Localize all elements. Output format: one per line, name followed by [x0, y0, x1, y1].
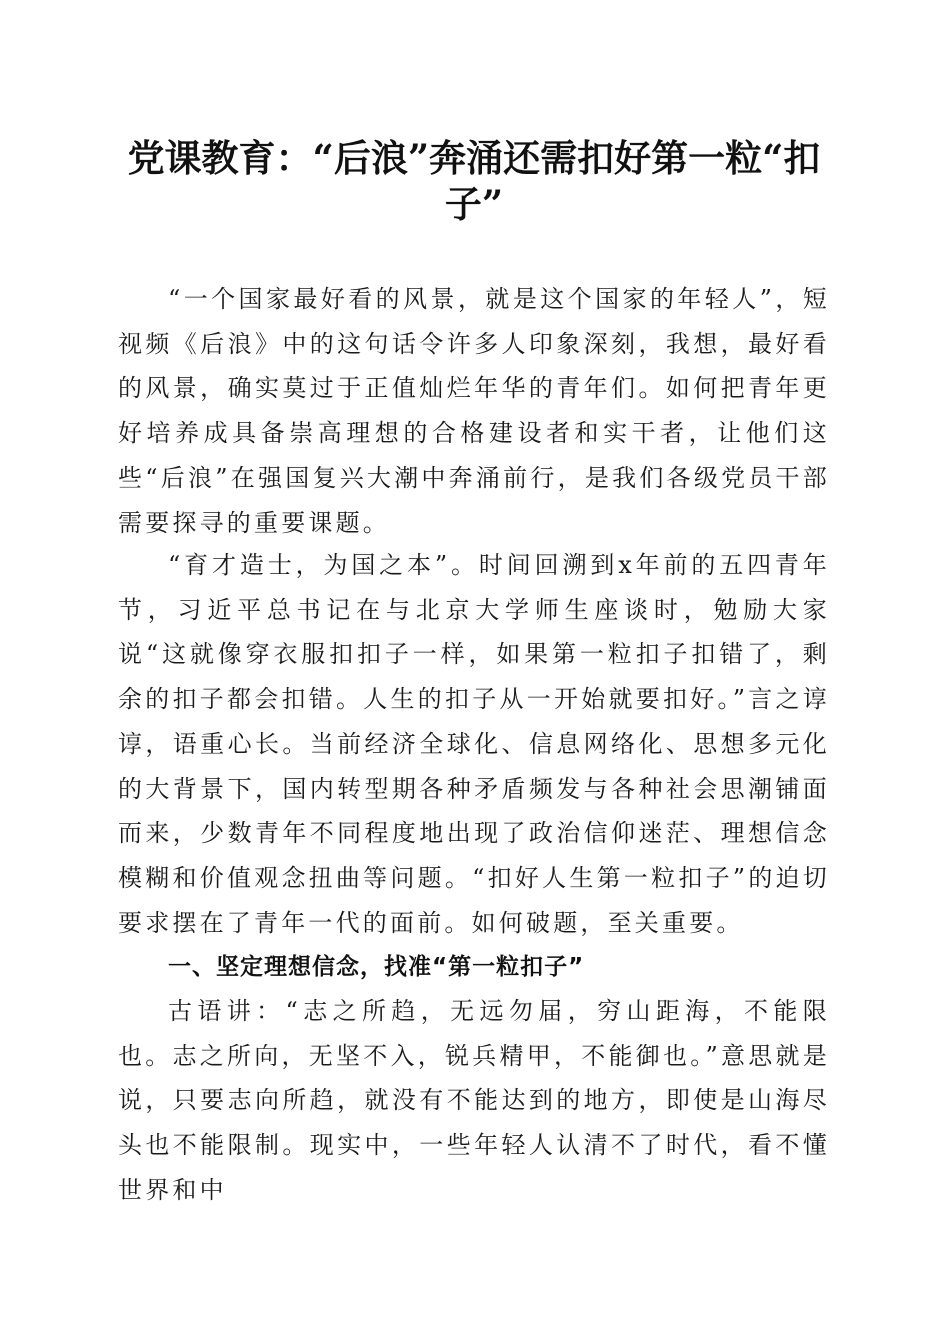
section-paragraph: 古语讲：“志之所趋，无远勿届，穷山距海，不能限也。志之所向，无坚不入，锐兵精甲，不能御也。”意思就是说，只要志向所趋，就没有不能达到的地方，即使是山海尽头也不能限制。现实中，一些年轻人认清不了时代，看不懂世界和中 — [118, 997, 830, 1204]
document-title: 党课教育：“后浪”奔涌还需扣好第一粒“扣子” — [127, 136, 821, 226]
section-heading: 一、坚定理想信念，找准“第一粒扣子” — [168, 954, 585, 980]
paragraph-intro: “一个国家最好看的风景，就是这个国家的年轻人”，短视频《后浪》中的这句话令许多人印象深刻，我想，最好看的风景，确实莫过于正值灿烂年华的青年们。如何把青年更好培养成具备崇高理想的合格建设者和实干者，让他们这些“后浪”在强国复兴大潮中奔涌前行，是我们各级党员干部需要探寻的重要课题。 — [118, 285, 830, 537]
paragraph-second: “育才造士，为国之本”。时间回溯到x年前的五四青年节，习近平总书记在与北京大学师生座谈时，勉励大家说“这就像穿衣服扣扣子一样，如果第一粒扣子扣错了，剩余的扣子都会扣错。人生的扣子从一开始就要扣好。”言之谆谆，语重心长。当前经济全球化、信息网络化、思想多元化的大背景下，国内转型期各种矛盾频发与各种社会思潮铺面而来，少数青年不同程度地出现了政治信仰迷茫、理想信念模糊和价值观念扭曲等问题。“扣好人生第一粒扣子”的迫切要求摆在了青年一代的面前。如何破题，至关重要。 — [118, 551, 830, 937]
